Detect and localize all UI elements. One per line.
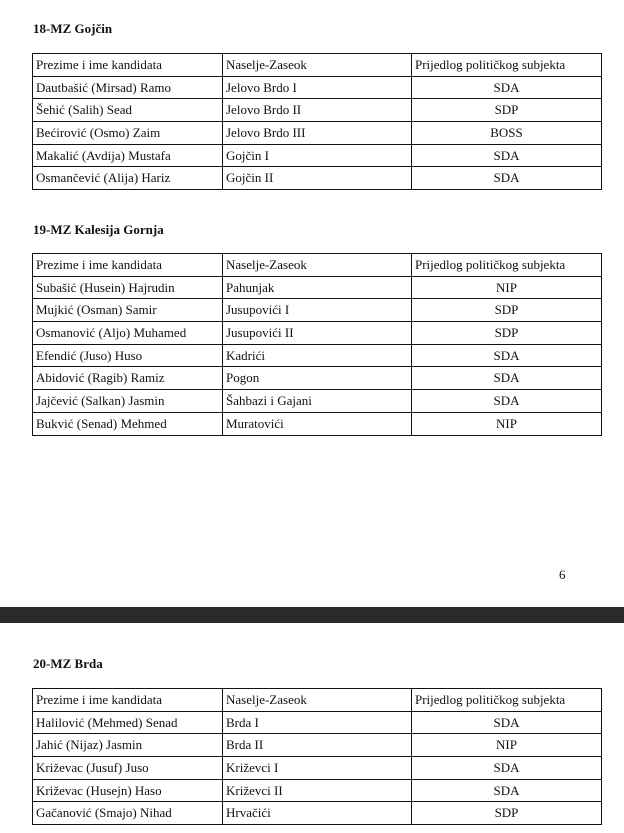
table-header-row bbox=[33, 54, 602, 77]
candidate-name-cell: Osmanović (Aljo) Muhamed bbox=[33, 322, 223, 345]
candidate-name-cell: Jajčević (Salkan) Jasmin bbox=[33, 390, 223, 413]
column-header-candidate: Prezime i ime kandidata bbox=[33, 689, 223, 712]
column-header-party: Prijedlog političkog subjekta bbox=[412, 54, 602, 77]
candidate-name-cell: Abidović (Ragib) Ramiz bbox=[33, 367, 223, 390]
document-page-7 bbox=[0, 623, 624, 833]
settlement-cell: Pahunjak bbox=[223, 276, 412, 299]
candidates-table-18 bbox=[32, 53, 602, 190]
settlement-cell: Brda I bbox=[223, 711, 412, 734]
settlement-cell: Šahbazi i Gajani bbox=[223, 390, 412, 413]
candidate-name-cell: Bećirović (Osmo) Zaim bbox=[33, 122, 223, 145]
party-cell: SDA bbox=[412, 144, 602, 167]
party-cell: SDP bbox=[412, 802, 602, 825]
candidate-name-cell: Jahić (Nijaz) Jasmin bbox=[33, 734, 223, 757]
candidate-name-cell: Osmančević (Alija) Hariz bbox=[33, 167, 223, 190]
table-row bbox=[33, 367, 602, 390]
candidate-name-cell: Bukvić (Senad) Mehmed bbox=[33, 412, 223, 435]
settlement-cell: Hrvačići bbox=[223, 802, 412, 825]
table-row bbox=[33, 802, 602, 825]
table-row bbox=[33, 390, 602, 413]
candidate-name-cell: Makalić (Avdija) Mustafa bbox=[33, 144, 223, 167]
table-row bbox=[33, 344, 602, 367]
party-cell: SDA bbox=[412, 344, 602, 367]
settlement-cell: Gojčin I bbox=[223, 144, 412, 167]
table-row bbox=[33, 276, 602, 299]
settlement-cell: Muratovići bbox=[223, 412, 412, 435]
section-heading-19: 19-MZ Kalesija Gornja bbox=[33, 222, 164, 237]
page-separator bbox=[0, 607, 624, 623]
settlement-cell: Jusupovići I bbox=[223, 299, 412, 322]
table-row bbox=[33, 144, 602, 167]
candidate-name-cell: Gačanović (Smajo) Nihad bbox=[33, 802, 223, 825]
candidates-table-20 bbox=[32, 688, 602, 825]
settlement-cell: Križevci II bbox=[223, 779, 412, 802]
party-cell: SDP bbox=[412, 322, 602, 345]
table-header-row bbox=[33, 254, 602, 277]
candidate-name-cell: Halilović (Mehmed) Senad bbox=[33, 711, 223, 734]
party-cell: NIP bbox=[412, 276, 602, 299]
settlement-cell: Jusupovići II bbox=[223, 322, 412, 345]
party-cell: SDA bbox=[412, 167, 602, 190]
table-row bbox=[33, 76, 602, 99]
candidate-name-cell: Efendić (Juso) Huso bbox=[33, 344, 223, 367]
party-cell: NIP bbox=[412, 412, 602, 435]
settlement-cell: Jelovo Brdo I bbox=[223, 76, 412, 99]
party-cell: BOSS bbox=[412, 122, 602, 145]
party-cell: SDP bbox=[412, 299, 602, 322]
table-row bbox=[33, 99, 602, 122]
candidate-name-cell: Šehić (Salih) Sead bbox=[33, 99, 223, 122]
party-cell: NIP bbox=[412, 734, 602, 757]
candidate-name-cell: Križevac (Jusuf) Juso bbox=[33, 757, 223, 780]
candidate-name-cell: Mujkić (Osman) Samir bbox=[33, 299, 223, 322]
table-row bbox=[33, 322, 602, 345]
column-header-party: Prijedlog političkog subjekta bbox=[412, 689, 602, 712]
table-row bbox=[33, 299, 602, 322]
section-heading-18: 18-MZ Gojčin bbox=[33, 21, 113, 36]
table-row bbox=[33, 122, 602, 145]
section-heading-20: 20-MZ Brda bbox=[33, 656, 103, 671]
party-cell: SDA bbox=[412, 757, 602, 780]
column-header-party: Prijedlog političkog subjekta bbox=[412, 254, 602, 277]
candidate-name-cell: Dautbašić (Mirsad) Ramo bbox=[33, 76, 223, 99]
table-row bbox=[33, 779, 602, 802]
candidate-name-cell: Križevac (Husejn) Haso bbox=[33, 779, 223, 802]
column-header-settlement: Naselje-Zaseok bbox=[223, 689, 412, 712]
table-row bbox=[33, 167, 602, 190]
column-header-candidate: Prezime i ime kandidata bbox=[33, 254, 223, 277]
table-row bbox=[33, 757, 602, 780]
party-cell: SDA bbox=[412, 711, 602, 734]
settlement-cell: Pogon bbox=[223, 367, 412, 390]
column-header-candidate: Prezime i ime kandidata bbox=[33, 54, 223, 77]
party-cell: SDA bbox=[412, 390, 602, 413]
table-row bbox=[33, 711, 602, 734]
candidates-table-19 bbox=[32, 253, 602, 436]
party-cell: SDA bbox=[412, 76, 602, 99]
party-cell: SDA bbox=[412, 779, 602, 802]
table-row bbox=[33, 734, 602, 757]
settlement-cell: Brda II bbox=[223, 734, 412, 757]
column-header-settlement: Naselje-Zaseok bbox=[223, 54, 412, 77]
column-header-settlement: Naselje-Zaseok bbox=[223, 254, 412, 277]
party-cell: SDA bbox=[412, 367, 602, 390]
settlement-cell: Gojčin II bbox=[223, 167, 412, 190]
settlement-cell: Jelovo Brdo III bbox=[223, 122, 412, 145]
party-cell: SDP bbox=[412, 99, 602, 122]
settlement-cell: Križevci I bbox=[223, 757, 412, 780]
candidate-name-cell: Subašić (Husein) Hajrudin bbox=[33, 276, 223, 299]
page-number: 6 bbox=[559, 567, 566, 582]
table-row bbox=[33, 412, 602, 435]
table-header-row bbox=[33, 689, 602, 712]
settlement-cell: Jelovo Brdo II bbox=[223, 99, 412, 122]
settlement-cell: Kadrići bbox=[223, 344, 412, 367]
